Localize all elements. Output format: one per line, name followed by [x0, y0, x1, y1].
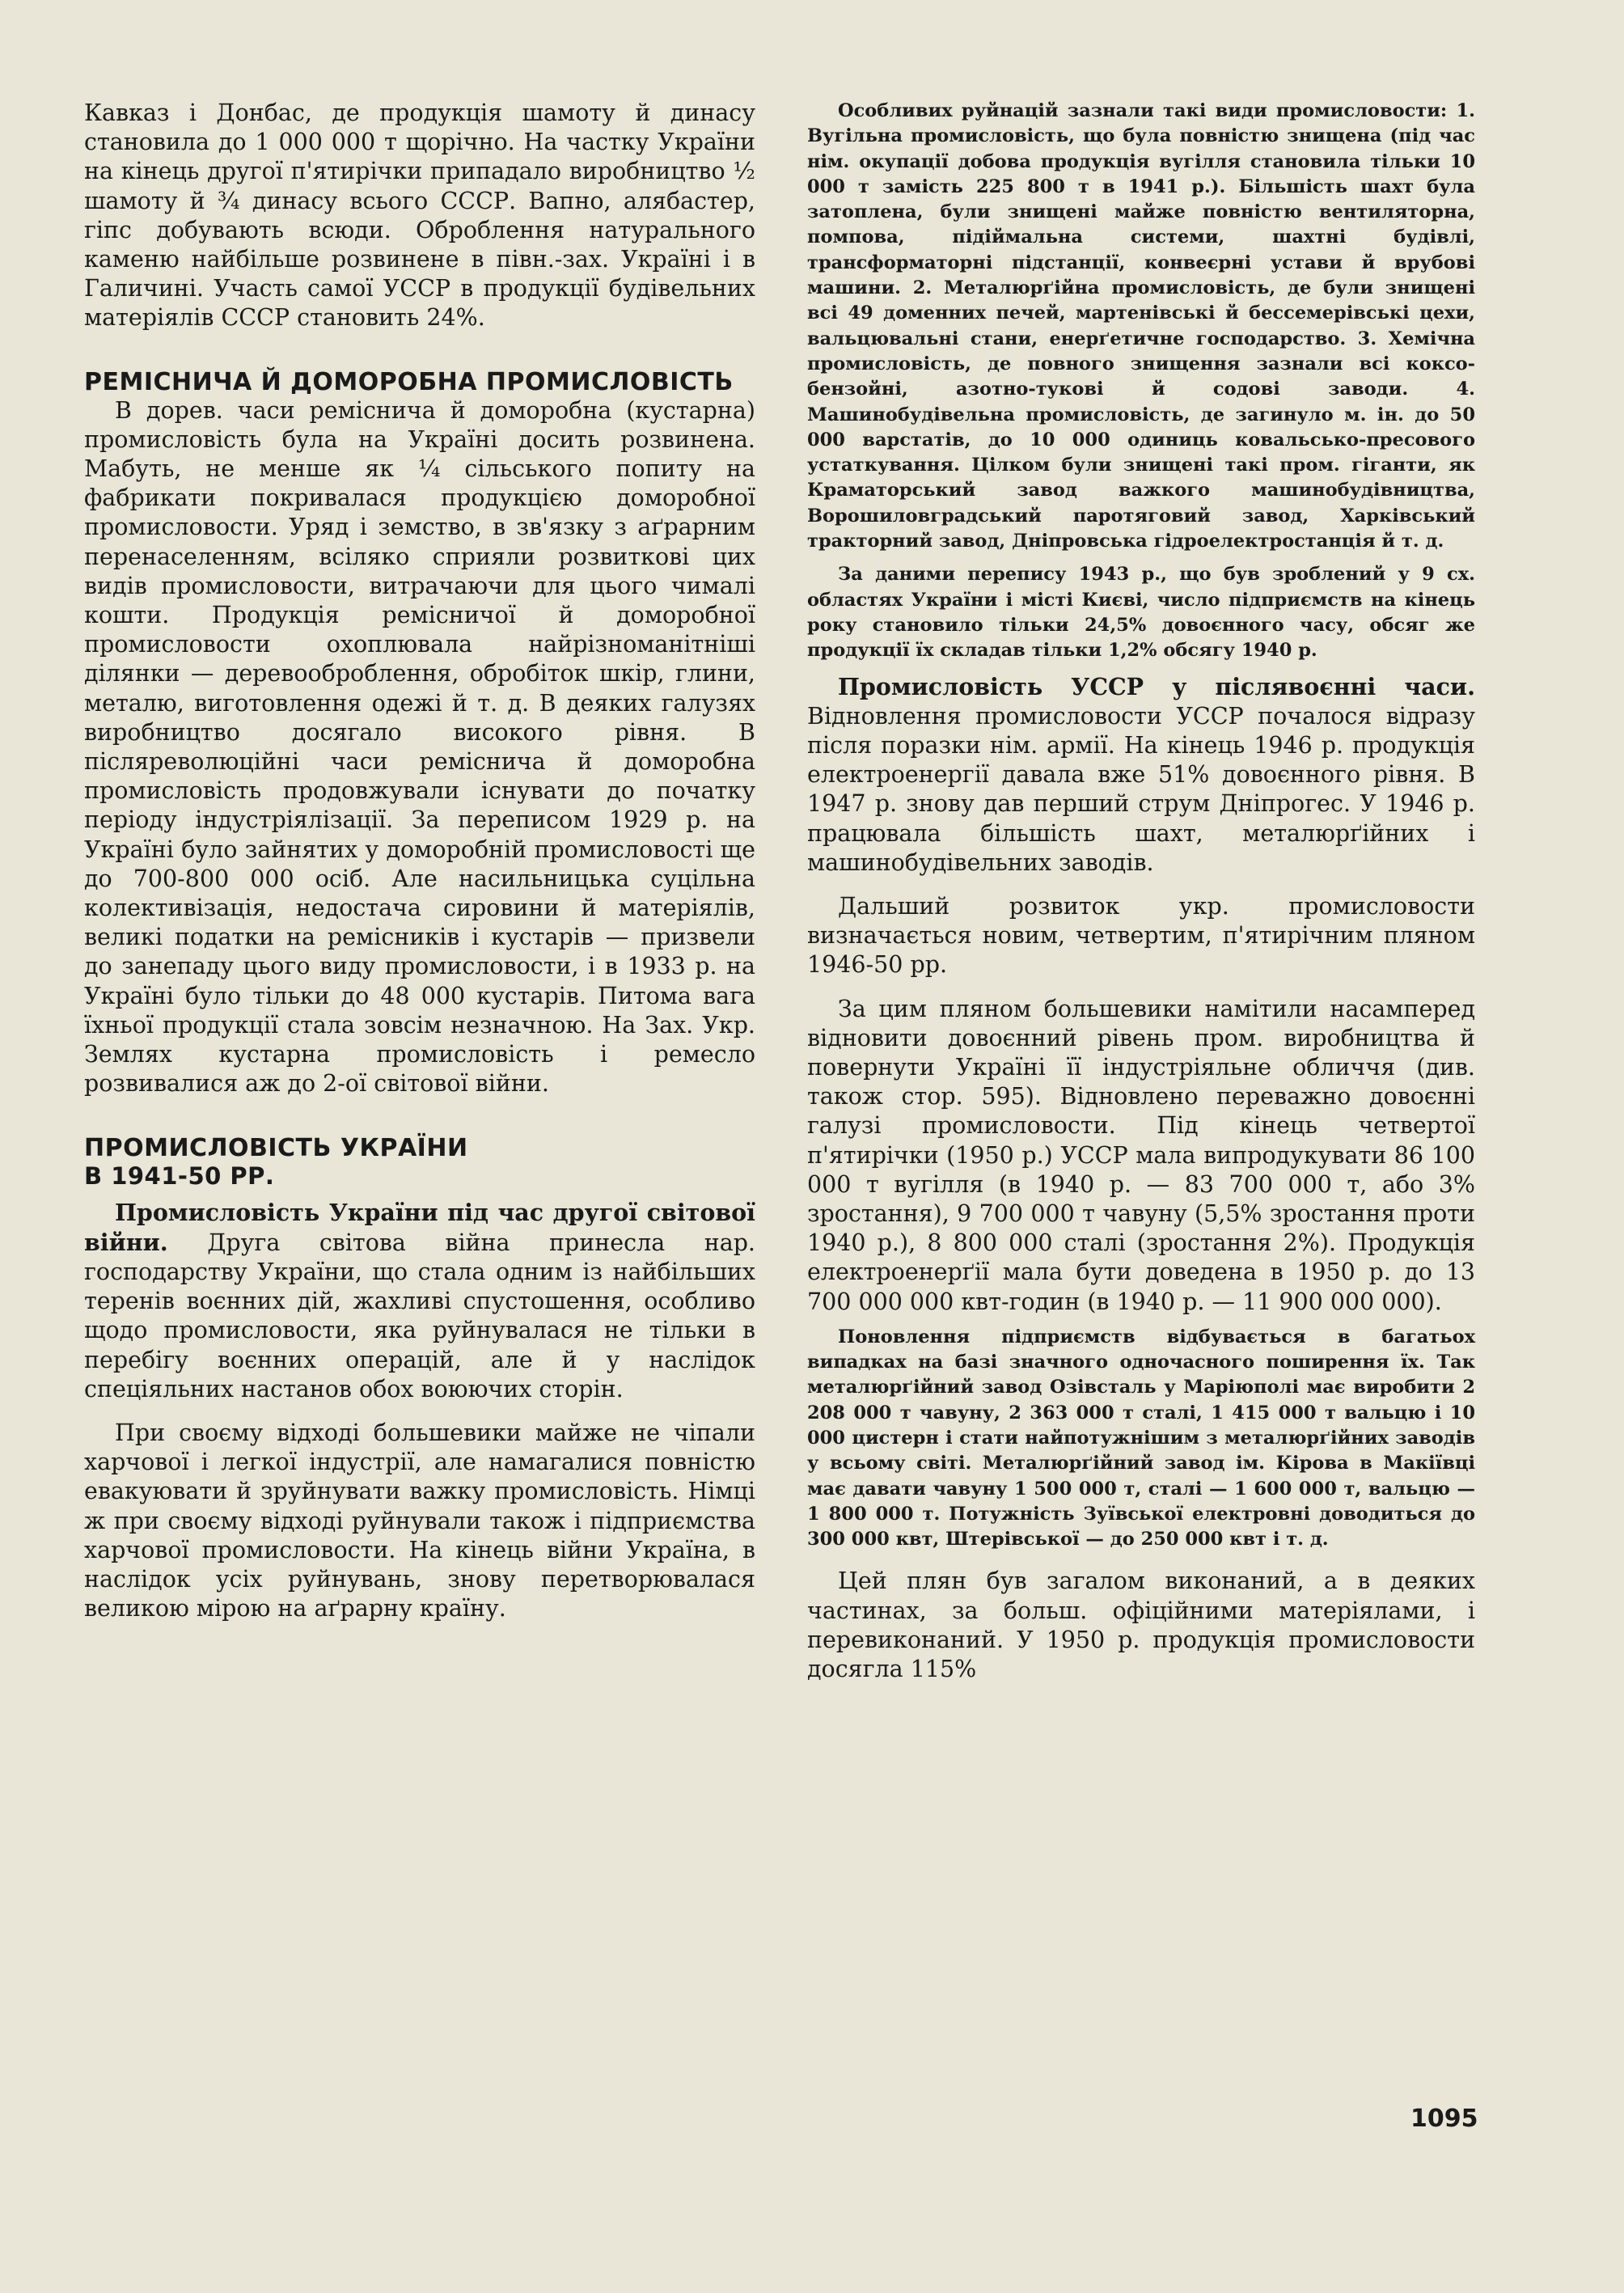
paragraph-war-industry — [84, 1198, 755, 1404]
right-column — [807, 99, 1475, 1684]
paragraph-lead: Промисловість України під час другої світової війни. — [84, 1198, 755, 1256]
heading-industry-1941-50: ПРОМИСЛОВІСТЬ УКРАЇНИ — [84, 1133, 468, 1162]
paragraph-body: Відновлення промисловости УССР почалося відразу після поразки нім. армії. На кінець 1946 р. продукція електроенергії давала вже 51% довоєнного рівня. В 1947 р. знову дав перший струм Дніпрогес. У 1946 р. працювала більшість шахт, металюрґійних і машинобудівельних заводів. — [807, 702, 1475, 876]
paragraph-construction-materials: Кавказ і Донбас, де продукція шамоту й динасу становила до 1 000 000 т щорічно. На частку України на кінець другої п'ятирічки припадало виробництво ½ шамоту й ¾ динасу всього СССР. Вапно, алябастер, гіпс добувають всюди. Оброблення натурального каменю найбільше розвинене в півн.-зах. Україні і в Галичині. Участь самої УССР в продукції будівельних матеріялів СССР становить 24%. — [84, 99, 755, 332]
paragraph-crafts: В дорев. часи ремісничa й доморобна (кустарна) промисловість була на Україні досить розвинена. Мабуть, не менше як ¼ сільського попиту на фабрикати покривалася продукцією доморобної промисловости. Уряд і земство, в зв'язку з аґрарним перенаселенням, всіляко сприяли розвиткові цих видів промисловости, витрачаючи для цього чималі кошти. Продукція ремісничої й доморобної промисловости охоплювала найрізноманітніші ділянки — деревооброблення, обробіток шкір, глини, металю, виготовлення одежі й т. д. В деяких галузях виробництво досягало високого рівня. В післяреволюційні часи ремісничa й доморобна промисловість продовжували існувати до початку періоду індустріялізації. За переписом 1929 р. на Україні було зайнятих у доморобній промисловості ще до 700-800 000 осіб. Але насильницька суцільна колективізація, недостача сировини й матеріялів, великі податки на ремісників і кустарів — призвели до занепаду цього виду промисловости, і в 1933 р. на Україні було тільки до 48 000 кустарів. Питома вага їхньої продукції стала зовсім незначною. На Зах. Укр. Землях кустарна промисловість і ремесло розвивалися аж до 2-ої світової війни. — [84, 396, 755, 1098]
paragraph-destruction: Особливих руйнацій зазнали такі види промисловости: 1. Вугільна промисловість, що була повністю знищена (під час нім. окупації добова продукція вугілля становила тільки 10 000 т замість 225 800 т в 1941 р.). Більшість шахт була затоплена, були знищені майже повністю вентиляторна, помпова, підіймальна системи, шахтні будівлі, трансформаторні підстанції, конвеєрні устави й врубові машини. 2. Металюрґійна промисловість, де були знищені всі 49 доменних печей, мартенівські й бессемерівські цехи, вальцювальні стани, енерґетичне господарство. 3. Хемічна промисловість, де повного знищення зазнали всі коксо-бензойні, азотно-тукові й содові заводи. 4. Машинобудівельна промисловість, де загинуло м. ін. до 50 000 варстатів, до 10 000 одиниць ковальсько-пресового устаткування. Цілком були знищені такі пром. гіганти, як Краматорський завод важкого машинобудівництва, Ворошиловградський паротяговий завод, Харківський тракторний завод, Дніпровська гідроелектростанція й т. д. — [807, 100, 1475, 552]
paragraph-census-1943: За даними перепису 1943 р., що був зроблений у 9 сх. областях України і місті Києві, число підприємств на кінець року становило тільки 24,5% довоєнного часу, обсяг же продукції їх складав тільки 1,2% обсягу 1940 р. — [807, 564, 1475, 662]
paragraph-lead: Промисловість УССР у післявоєнні часи. — [838, 672, 1475, 700]
paragraph-five-year-plan: Дальший розвиток укр. промисловости визначається новим, четвертим, п'ятирічним пляном 1946-50 рр. — [807, 892, 1475, 979]
page-number: 1095 — [1410, 2105, 1478, 2133]
heading-industry-years: В 1941-50 РР. — [84, 1161, 275, 1190]
left-column — [84, 99, 755, 1623]
heading-crafts: РЕМІСНИЧА Й ДОМОРОБНА ПРОМИСЛОВІСТЬ — [84, 367, 734, 396]
paragraph-plan-fulfilled: Цей плян був загалом виконаний, а в деяких частинах, за больш. офіційними матеріялами, і перевиконаний. У 1950 р. продукція промисловости досягла 115% — [807, 1567, 1475, 1683]
paragraph-body: Друга світова війна принесла нар. господарству України, що стала одним із найбільших теренів воєнних дій, жахливі спустошення, особливо щодо промисловости, яка руйнувалася не тільки в перебігу воєнних операцій, але й у наслідок спеціяльних настанов обох воюючих сторін. — [84, 1229, 755, 1402]
paragraph-evacuation: При своєму відході большевики майже не чіпали харчової і легкої індустрії, але намагалися повністю евакуювати й зруйнувати важку промисловість. Німці ж при своєму відході руйнували також і підприємства харчової промисловости. На кінець війни Україна, в наслідок усіх руйнувань, знову перетворювалася великою мірою на аґрарну країну. — [84, 1419, 755, 1622]
paragraph-plan-goals: За цим пляном большевики намітили насамперед відновити довоєнний рівень пром. виробництва й повернути Україні її індустріяльне обличчя (див. також стор. 595). Відновлено переважно довоєнні галузі промисловости. Під кінець четвертої п'ятирічки (1950 р.) УССР мала випродукувати 86 100 000 т вугілля (в 1940 р. — 83 700 000 т, або 3% зростання), 9 700 000 т чавуну (5,5% зростання проти 1940 р.), 8 800 000 сталі (зростання 2%). Продукція електроенерґії мала бути доведена в 1950 р. до 13 700 000 000 квт-годин (в 1940 р. — 11 900 000 000). — [807, 995, 1475, 1315]
paragraph-plant-renewal: Поновлення підприємств відбувається в багатьох випадках на базі значного одночасного поширення їх. Так металюрґійний завод Озівсталь у Маріюполі має виробити 2 208 000 т чавуну, 2 363 000 т сталі, 1 415 000 т вальцю і 10 000 цистерн і стати найпотужнішим з металюрґійних заводів у всьому світі. Металюрґійний завод ім. Кірова в Макіївці має давати чавуну 1 500 000 т, сталі — 1 600 000 т, вальцю — 1 800 000 т. Потужність Зуївської електровні доводиться до 300 000 квт, Штерівської — до 250 000 квт і т. д. — [807, 1326, 1475, 1551]
paragraph-postwar — [807, 672, 1475, 878]
